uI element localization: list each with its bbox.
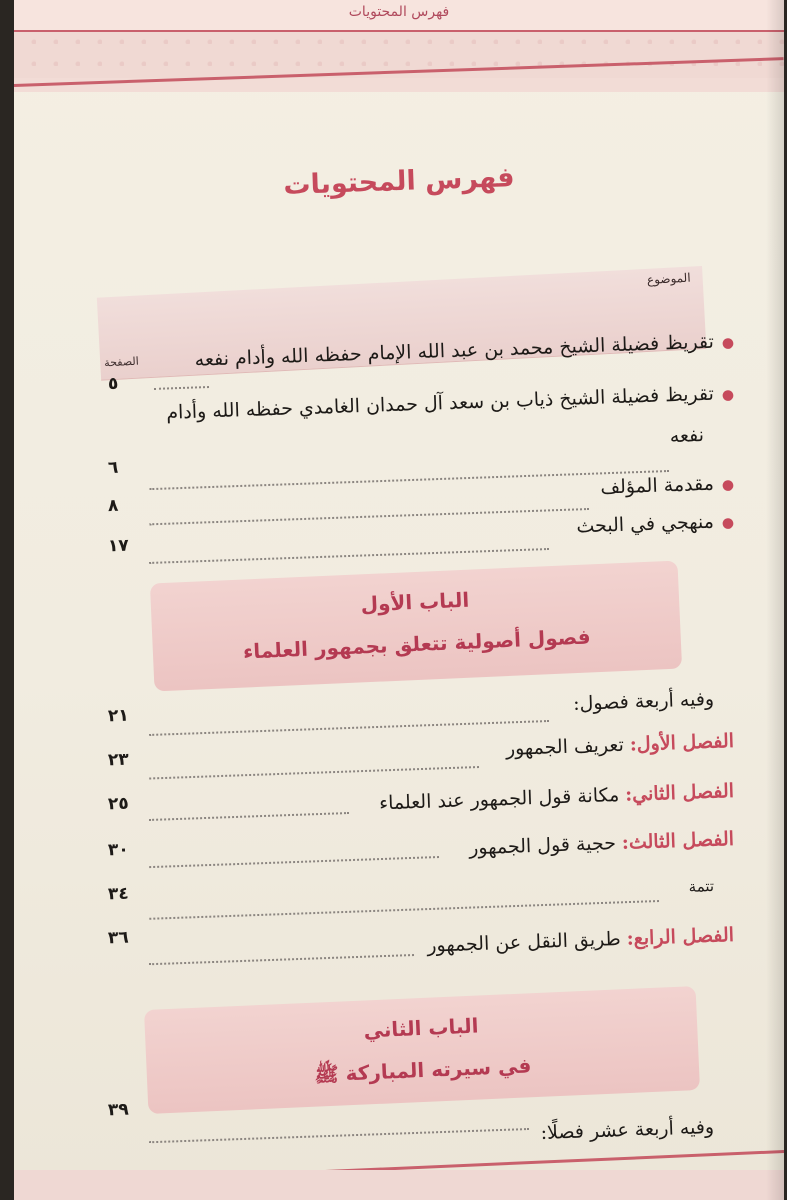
toc-entry — [94, 330, 734, 374]
table-of-contents — [14, 0, 784, 1200]
page-number: ١٧ — [107, 535, 130, 557]
part-two-intro-text: وفيه أربعة عشر فصلًا: — [540, 1116, 715, 1145]
part-one-title: الباب الأول — [360, 587, 470, 617]
book-page — [14, 0, 784, 1200]
column-topic-label: الموضوع — [646, 270, 691, 287]
toc-entry-text: تقريظ فضيلة الشيخ ذياب بن سعد آل حمدان الغامدي حفظه الله وأدام — [165, 382, 715, 424]
toc-entry — [94, 510, 734, 554]
page-number: ٣٠ — [107, 839, 130, 861]
toc-entry-text: مقدمة المؤلف — [599, 472, 715, 499]
part-two-banner — [144, 986, 700, 1114]
part-two-title: الباب الثاني — [363, 1013, 479, 1043]
chapter-entry — [74, 874, 714, 918]
chapter-label: الفصل الرابع: — [626, 924, 735, 950]
column-page-label: الصفحة — [103, 354, 140, 370]
page-number: ٢٣ — [107, 749, 130, 771]
page-number: ٥ — [107, 373, 119, 395]
page-number: ٨ — [107, 495, 119, 517]
page-title: فهرس المحتويات — [282, 161, 516, 202]
bullet-icon: ● — [721, 387, 735, 404]
toc-entry-continuation — [44, 424, 704, 469]
toc-entry-text: منهجي في البحث — [575, 510, 715, 538]
running-head: فهرس المحتويات — [348, 4, 450, 20]
page-number: ٢١ — [107, 705, 130, 727]
chapter-title: تتمة — [688, 877, 715, 896]
chapter-title: تعريف الجمهور — [505, 733, 625, 760]
chapter-label: الفصل الثاني: — [624, 780, 735, 806]
chapter-label: الفصل الثالث: — [621, 828, 735, 854]
page-number: ٢٥ — [107, 793, 130, 815]
page-number: ٣٩ — [107, 1099, 130, 1121]
part-one-intro-text: وفيه أربعة فصول: — [572, 688, 715, 715]
leader-dots — [154, 386, 209, 390]
chapter-title: مكانة قول الجمهور عند العلماء — [378, 784, 620, 815]
page-number: ٦ — [107, 457, 119, 479]
toc-entry-text: تقريظ فضيلة الشيخ محمد بن عبد الله الإمام حفظه الله وأدام نفعه — [194, 330, 715, 371]
spine-shadow — [766, 0, 784, 1200]
bullet-icon: ● — [721, 515, 735, 532]
part-two-intro — [74, 1116, 714, 1160]
bullet-icon: ● — [721, 477, 735, 494]
chapter-label: الفصل الأول: — [629, 730, 735, 756]
leader-dots — [149, 548, 549, 564]
part-two-subtitle: في سيرته المباركة ﷺ — [313, 1053, 532, 1087]
page-number: ٣٦ — [107, 927, 130, 949]
decorative-bottom-band — [14, 1170, 784, 1200]
part-one-subtitle: فصول أصولية تتعلق بجمهور العلماء — [242, 624, 592, 664]
chapter-title: طريق النقل عن الجمهور — [426, 927, 622, 957]
page-number: ٣٤ — [107, 883, 130, 905]
part-one-banner — [150, 561, 682, 692]
toc-entry-text: نفعه — [669, 424, 705, 448]
bullet-icon: ● — [721, 335, 735, 352]
chapter-title: حجية قول الجمهور — [468, 832, 617, 860]
